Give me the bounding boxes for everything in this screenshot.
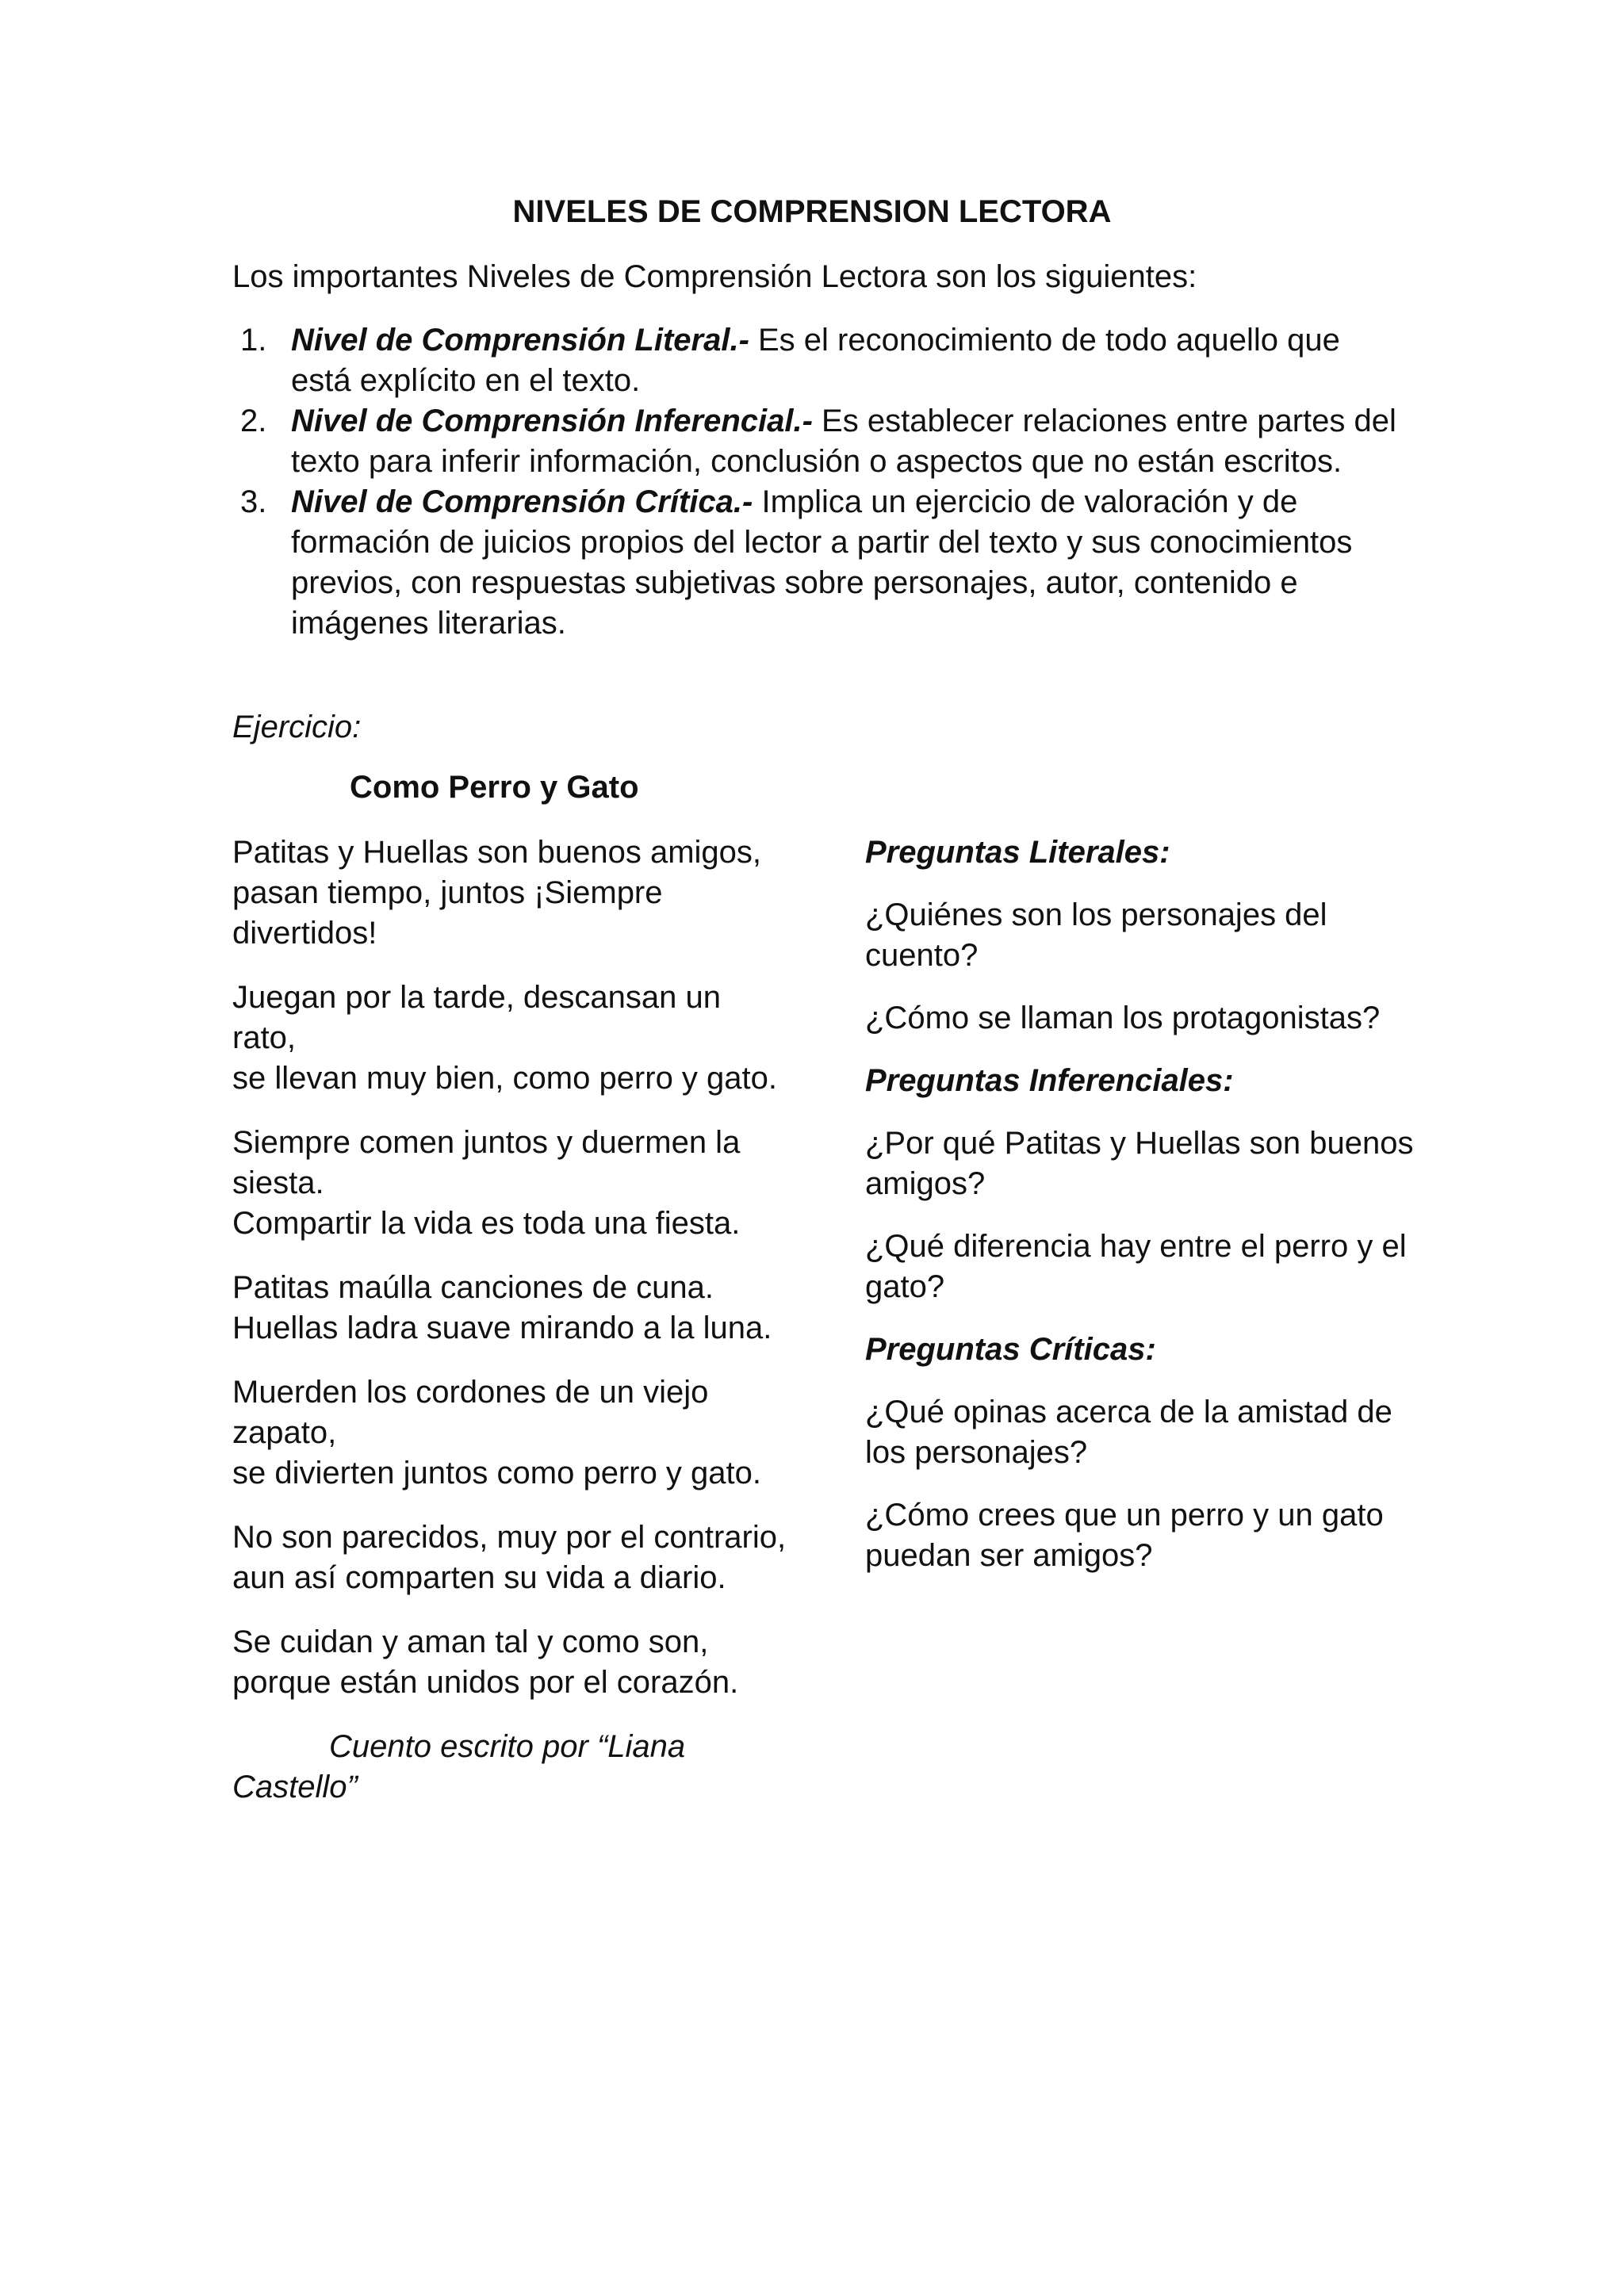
level-name: Nivel de Comprensión Inferencial.- bbox=[291, 404, 813, 438]
level-description: Implica un ejercicio de valoración y de formación de juicios propios del lector a partir del texto y sus conocimientos previos, con respuestas subjetivas sobre personajes, autor, contenido e imágenes literarias. bbox=[291, 484, 1353, 641]
level-number: 3. bbox=[240, 484, 267, 519]
poem-line: Juegan por la tarde, descansan un rato, bbox=[232, 980, 721, 1055]
poem-stanza bbox=[232, 978, 787, 1099]
poem bbox=[232, 832, 787, 1808]
poem-stanza bbox=[232, 1517, 787, 1598]
level-number: 1. bbox=[240, 323, 267, 358]
level-item-literal bbox=[232, 320, 1406, 401]
level-item-inferential bbox=[232, 401, 1406, 482]
poem-line: Patitas maúlla canciones de cuna. bbox=[232, 1270, 714, 1305]
poem-attribution: Cuento escrito por “Liana Castello” bbox=[232, 1729, 686, 1804]
poem-line: aun así comparten su vida a diario. bbox=[232, 1560, 726, 1595]
page-title: NIVELES DE COMPRENSION LECTORA bbox=[512, 194, 1112, 229]
levels-list bbox=[232, 320, 1406, 644]
poem-stanza bbox=[232, 832, 787, 954]
questions-inferential-heading: Preguntas Inferenciales: bbox=[865, 1063, 1234, 1098]
story-title: Como Perro y Gato bbox=[350, 770, 639, 805]
questions-column bbox=[865, 832, 1420, 1598]
poem-line: No son parecidos, muy por el contrario, bbox=[232, 1520, 787, 1555]
questions-literal-heading: Preguntas Literales: bbox=[865, 835, 1170, 870]
poem-stanza bbox=[232, 1622, 787, 1703]
level-description: Es establecer relaciones entre partes del texto para inferir información, conclusión o aspectos que no están escritos. bbox=[291, 404, 1396, 479]
level-name: Nivel de Comprensión Crítica.- bbox=[291, 484, 753, 519]
poem-line: pasan tiempo, juntos ¡Siempre divertidos! bbox=[232, 875, 663, 951]
level-name: Nivel de Comprensión Literal.- bbox=[291, 323, 749, 358]
questions-critical-heading: Preguntas Críticas: bbox=[865, 1332, 1156, 1367]
poem-line: Compartir la vida es toda una fiesta. bbox=[232, 1206, 741, 1241]
poem-line: se llevan muy bien, como perro y gato. bbox=[232, 1061, 778, 1096]
poem-line: Siempre comen juntos y duermen la siesta. bbox=[232, 1125, 741, 1200]
question-item: ¿Cómo crees que un perro y un gato puedan ser amigos? bbox=[865, 1498, 1384, 1573]
level-item-critical bbox=[232, 482, 1406, 644]
poem-line: porque están unidos por el corazón. bbox=[232, 1665, 739, 1700]
intro-text: Los importantes Niveles de Comprensión Lectora son los siguientes: bbox=[232, 259, 1197, 294]
poem-line: Se cuidan y aman tal y como son, bbox=[232, 1624, 709, 1659]
level-number: 2. bbox=[240, 404, 267, 438]
level-description: Es el reconocimiento de todo aquello que está explícito en el texto. bbox=[291, 323, 1340, 398]
question-item: ¿Cómo se llaman los protagonistas? bbox=[865, 1001, 1381, 1035]
poem-stanza bbox=[232, 1372, 787, 1494]
poem-line: se divierten juntos como perro y gato. bbox=[232, 1456, 762, 1490]
question-item: ¿Por qué Patitas y Huellas son buenos amigos? bbox=[865, 1126, 1414, 1201]
poem-stanza bbox=[232, 1123, 787, 1244]
question-item: ¿Qué diferencia hay entre el perro y el gato? bbox=[865, 1229, 1407, 1304]
poem-line: Huellas ladra suave mirando a la luna. bbox=[232, 1311, 772, 1345]
exercise-label: Ejercicio: bbox=[232, 710, 362, 744]
question-item: ¿Qué opinas acerca de la amistad de los personajes? bbox=[865, 1395, 1392, 1470]
poem-line: Patitas y Huellas son buenos amigos, bbox=[232, 835, 762, 870]
poem-line: Muerden los cordones de un viejo zapato, bbox=[232, 1375, 709, 1450]
poem-stanza bbox=[232, 1268, 787, 1349]
question-item: ¿Quiénes son los personajes del cuento? bbox=[865, 897, 1327, 973]
